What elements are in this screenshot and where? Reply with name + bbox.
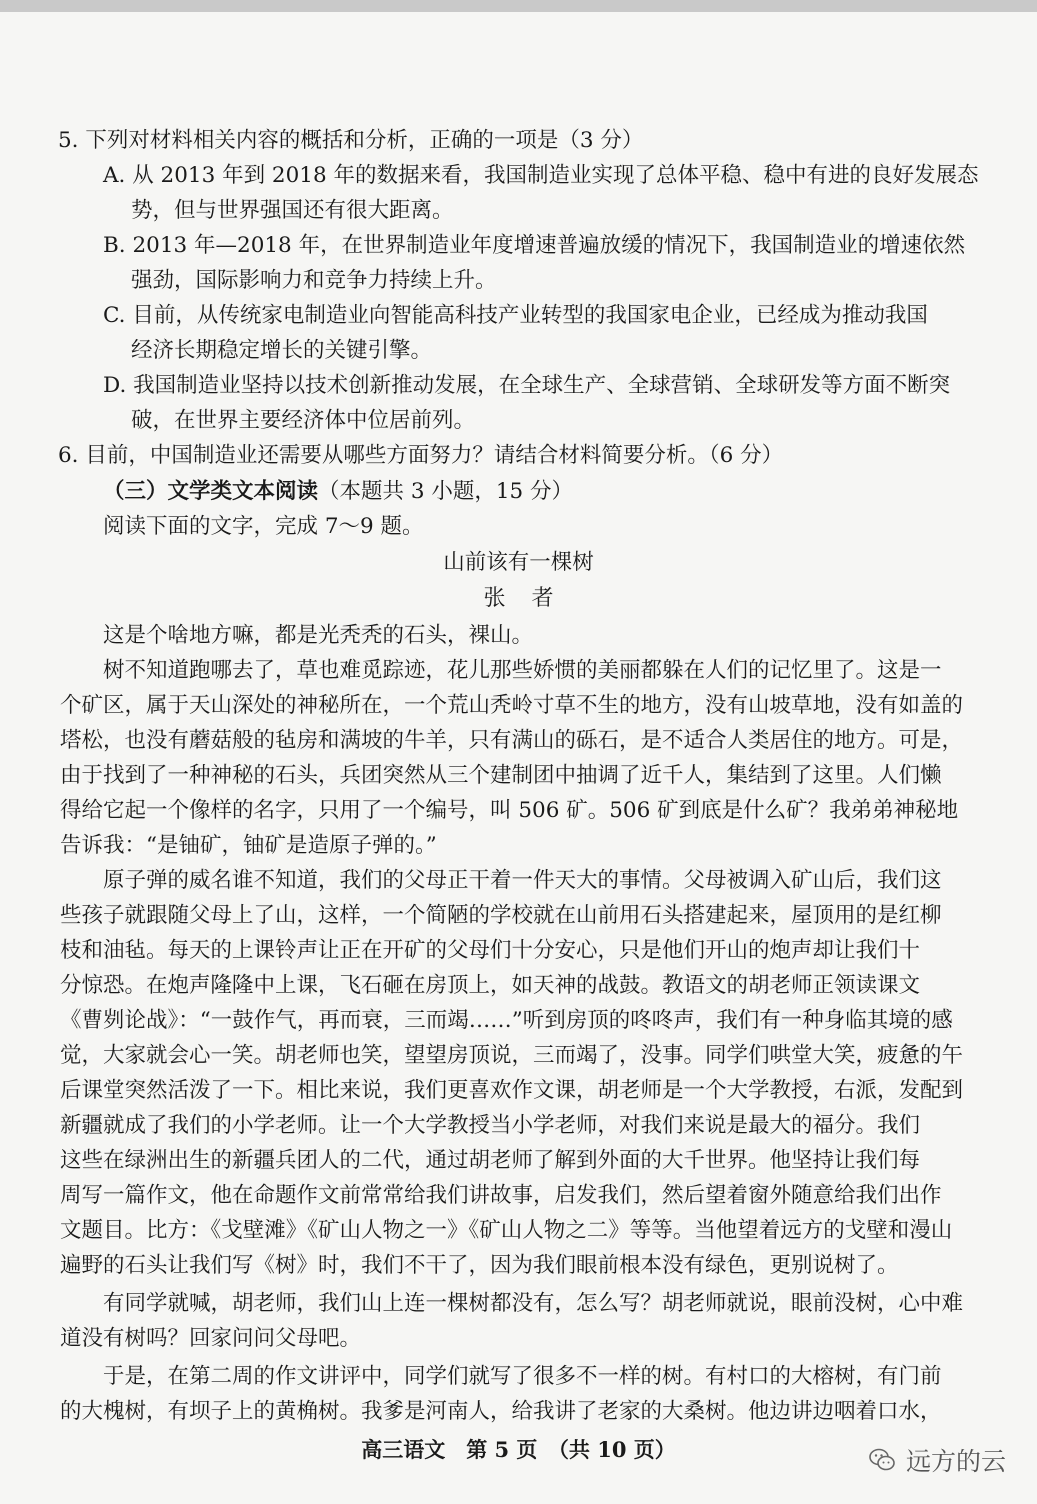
article-title: 山前该有一棵树: [443, 550, 594, 575]
option-b-line-2: 强劲，国际影响力和竞争力持续上升。: [131, 268, 497, 293]
option-a-line-1: A. 从 2013 年到 2018 年的数据来看，我国制造业实现了总体平稳、稳中有进的良好发展态: [103, 163, 979, 188]
section-instruction: 阅读下面的文字，完成 7～9 题。: [103, 514, 424, 539]
question-5-stem: 5. 下列对材料相关内容的概括和分析，正确的一项是（3 分）: [58, 128, 644, 153]
question-6-stem: 6. 目前，中国制造业还需要从哪些方面努力？请结合材料简要分析。（6 分）: [58, 443, 784, 468]
article-line: 些孩子就跟随父母上了山，这样，一个简陋的学校就在山前用石头搭建起来，屋顶用的是红柳: [60, 903, 942, 928]
section-heading: [103, 477, 573, 507]
article-line: 有同学就喊，胡老师，我们山上连一棵树都没有，怎么写？胡老师就说，眼前没树，心中难: [103, 1291, 964, 1316]
article-line: 得给它起一个像样的名字，只用了一个编号，叫 506 矿。506 矿到底是什么矿？我弟弟神秘地: [60, 798, 959, 823]
article-line: 告诉我：“是铀矿，铀矿是造原子弹的。”: [60, 833, 437, 858]
article-line: 这是个啥地方嘛，都是光秃秃的石头，裸山。: [103, 623, 534, 648]
option-b-line-1: B. 2013 年—2018 年，在世界制造业年度增速普遍放缓的情况下，我国制造业的增速依然: [103, 233, 966, 258]
section-heading-rest: （本题共 3 小题，15 分）: [318, 479, 574, 504]
article-line: 觉，大家就会心一笑。胡老师也笑，望望房顶说，三而竭了，没事。同学们哄堂大笑，疲惫的午: [60, 1043, 964, 1068]
section-heading-bold: （三）文学类文本阅读: [103, 479, 319, 504]
option-d-line-1: D. 我国制造业坚持以技术创新推动发展，在全球生产、全球营销、全球研发等方面不断突: [103, 373, 951, 398]
article-line: 《曹刿论战》：“一鼓作气，再而衰，三而竭……”听到房顶的咚咚声，我们有一种身临其境的感: [60, 1008, 953, 1033]
article-line: 个矿区，属于天山深处的神秘所在，一个荒山秃岭寸草不生的地方，没有山坡草地，没有如盖的: [60, 693, 964, 718]
watermark-label: 远方的云: [906, 1447, 1007, 1476]
article-line: 周写一篇作文，他在命题作文前常常给我们讲故事，启发我们，然后望着窗外随意给我们出作: [60, 1183, 942, 1208]
article-line: 文题目。比方：《戈壁滩》《矿山人物之一》《矿山人物之二》等等。当他望着远方的戈壁和漫山: [60, 1218, 953, 1243]
article-line: 由于找到了一种神秘的石头，兵团突然从三个建制团中抽调了近千人，集结到了这里。人们懒: [60, 763, 942, 788]
option-a-line-2: 势，但与世界强国还有很大距离。: [131, 198, 454, 223]
option-d-line-2: 破，在世界主要经济体中位居前列。: [131, 408, 476, 433]
watermark: [868, 1442, 1006, 1478]
article-author: 张者: [483, 586, 580, 611]
article-line: 塔松，也没有蘑菇般的毡房和满坡的牛羊，只有满山的砾石，是不适合人类居住的地方。可是，: [60, 728, 964, 753]
article-line: 道没有树吗？回家问问父母吧。: [60, 1326, 362, 1351]
article-line: 树不知道跑哪去了，草也难觅踪迹，花儿那些娇惯的美丽都躲在人们的记忆里了。这是一: [103, 658, 942, 683]
article-line: 枝和油毡。每天的上课铃声让正在开矿的父母们十分安心，只是他们开山的炮声却让我们十: [60, 938, 921, 963]
article-line: 新疆就成了我们的小学老师。让一个大学教授当小学老师，对我们来说是最大的福分。我们: [60, 1113, 921, 1138]
article-line: 原子弹的威名谁不知道，我们的父母正干着一件天大的事情。父母被调入矿山后，我们这: [103, 868, 942, 893]
wechat-icon: [868, 1446, 896, 1474]
article-line: 遍野的石头让我们写《树》时，我们不干了，因为我们眼前根本没有绿色，更别说树了。: [60, 1253, 899, 1278]
article-line: 后课堂突然活泼了一下。相比来说，我们更喜欢作文课，胡老师是一个大学教授，右派，发配到: [60, 1078, 964, 1103]
option-c-line-1: C. 目前，从传统家电制造业向智能高科技产业转型的我国家电企业，已经成为推动我国: [103, 303, 928, 328]
option-c-line-2: 经济长期稳定增长的关键引擎。: [131, 338, 433, 363]
article-line: 于是，在第二周的作文讲评中，同学们就写了很多不一样的树。有村口的大榕树，有门前: [103, 1364, 942, 1389]
article-line: 这些在绿洲出生的新疆兵团人的二代，通过胡老师了解到外面的大千世界。他坚持让我们每: [60, 1148, 921, 1173]
page-footer: 高三语文 第 5 页 （共 10 页）: [361, 1437, 676, 1462]
article-line: 的大槐树，有坝子上的黄桷树。我爹是河南人，给我讲了老家的大桑树。他边讲边咽着口水，: [60, 1399, 942, 1424]
article-line: 分惊恐。在炮声隆隆中上课，飞石砸在房顶上，如天神的战鼓。教语文的胡老师正领读课文: [60, 973, 921, 998]
